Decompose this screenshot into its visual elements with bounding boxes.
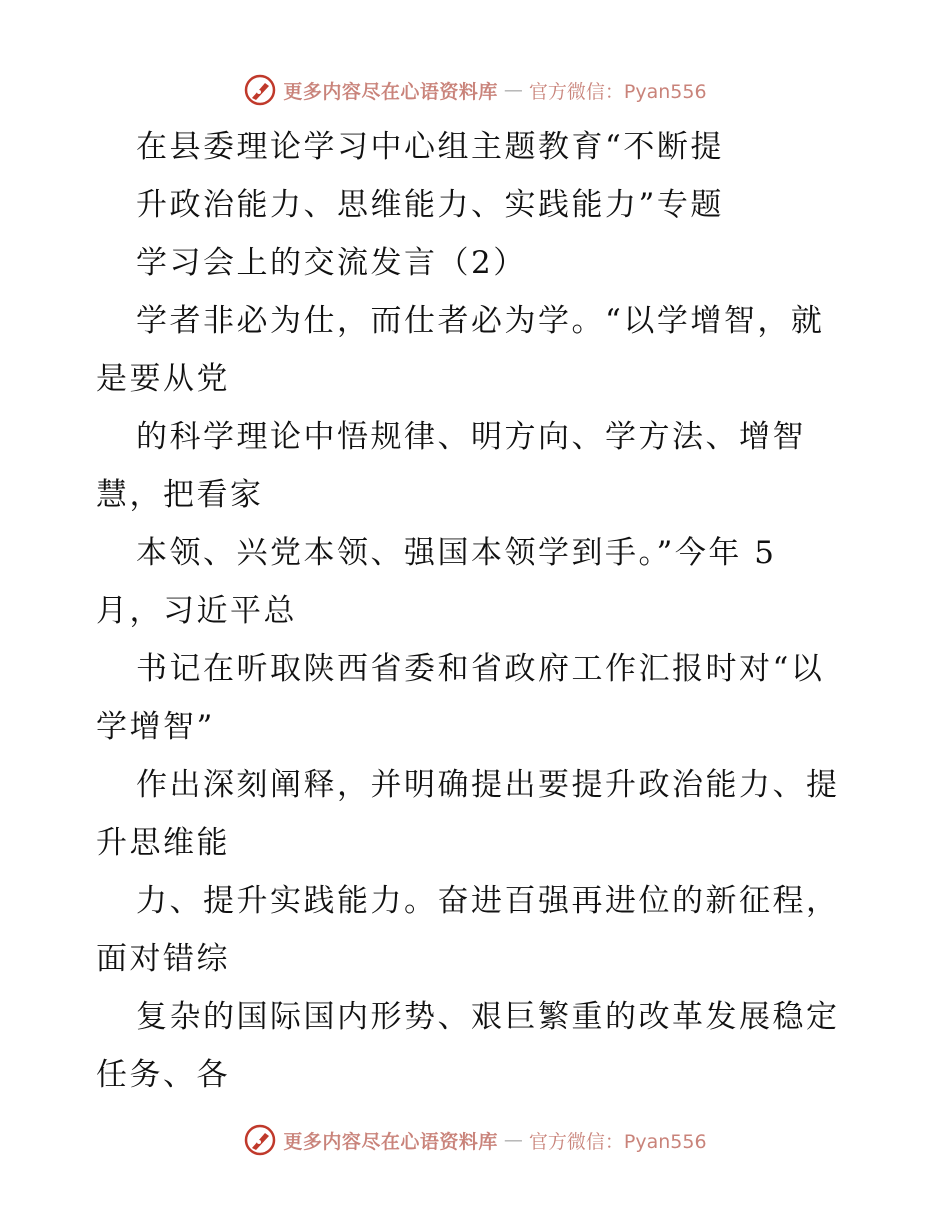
watermark-text: 更多内容尽在心语资料库 <box>283 1130 498 1153</box>
text-line: 学增智” <box>96 709 215 745</box>
document-body <box>96 118 856 1104</box>
watermark-contact: 官方微信：Pyan556 <box>528 1130 707 1153</box>
text-line: 书记在听取陕西省委和省政府工作汇报时对“以 <box>136 651 825 687</box>
watermark-separator: — <box>503 79 523 101</box>
text-line: 复杂的国际国内形势、艰巨繁重的改革发展稳定 <box>136 999 840 1035</box>
text-line: 力、提升实践能力。奋进百强再进位的新征程， <box>136 883 840 919</box>
text-line: 本领、兴党本领、强国本领学到手。”今年 5 <box>136 535 777 571</box>
text-line: 在县委理论学习中心组主题教育“不断提 <box>136 129 724 165</box>
watermark-separator: — <box>503 1129 523 1151</box>
text-line: 慧，把看家 <box>96 477 264 513</box>
text-line: 学习会上的交流发言（2） <box>136 245 527 281</box>
text-line: 是要从党 <box>96 361 230 397</box>
text-line: 任务、各 <box>96 1057 230 1093</box>
pen-nib-logo-icon <box>243 1123 277 1157</box>
footer-watermark <box>0 1120 950 1160</box>
text-line: 作出深刻阐释，并明确提出要提升政治能力、提 <box>136 767 840 803</box>
text-line: 的科学理论中悟规律、明方向、学方法、增智 <box>136 419 806 455</box>
header-watermark <box>0 70 950 110</box>
text-line: 升思维能 <box>96 825 230 861</box>
watermark-text: 更多内容尽在心语资料库 <box>283 80 498 103</box>
watermark-contact: 官方微信：Pyan556 <box>528 80 707 103</box>
pen-nib-logo-icon <box>243 73 277 107</box>
text-line: 面对错综 <box>96 941 230 977</box>
text-line: 学者非必为仕，而仕者必为学。“以学增智，就 <box>136 303 825 339</box>
text-line: 月，习近平总 <box>96 593 297 629</box>
text-line: 升政治能力、思维能力、实践能力”专题 <box>136 187 724 223</box>
